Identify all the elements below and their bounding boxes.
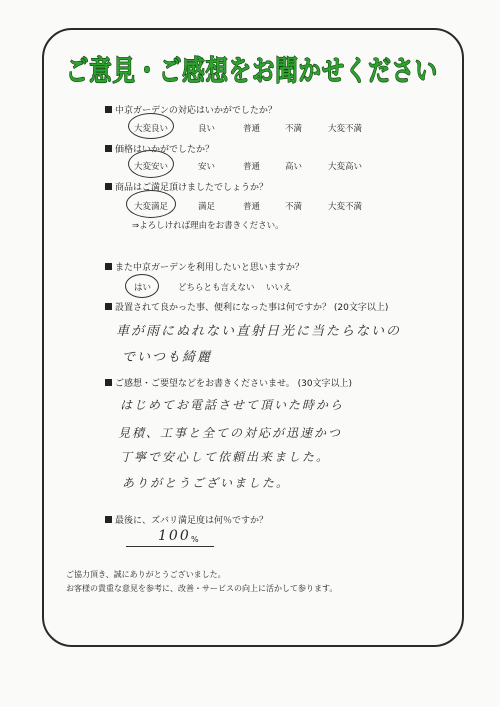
q7-answer: 100 <box>158 528 191 544</box>
q2-selection-circle <box>128 150 174 178</box>
q7-answer-underline <box>126 546 214 547</box>
title-art <box>62 48 442 90</box>
q2-opt-1[interactable]: 大変安い <box>134 162 169 172</box>
q7-unit: % <box>191 535 199 544</box>
q1-opt-5[interactable]: 大変不満 <box>328 124 363 134</box>
q1-opt-3[interactable]: 普通 <box>243 124 261 134</box>
q3-note: ⇒よろしければ理由をお書きください。 <box>132 221 284 231</box>
q3-opt-5[interactable]: 大変不満 <box>328 202 363 212</box>
footer-message: お客様の貴重な意見を参考に、改善・サービスの向上に活かして参ります。 <box>66 584 338 593</box>
page-title <box>62 48 442 90</box>
q5-label: 設置されて良かった事、便利になった事は何ですか？ (20文字以上) <box>105 300 388 313</box>
q5-answer-line-1: 車が雨にぬれない直射日光に当たらないの <box>116 324 402 339</box>
q4-label: また中京ガーデンを利用したいと思いますか？ <box>105 260 304 273</box>
q4-opt-2[interactable]: どちらとも言えない <box>178 283 255 293</box>
q4-selection-circle <box>125 274 159 298</box>
q1-opt-4[interactable]: 不満 <box>285 124 303 134</box>
q3-selection-circle <box>126 190 176 218</box>
q6-answer-line-4: ありがとうございました。 <box>122 476 291 490</box>
q6-answer-line-3: 丁寧で安心して依頼出来ました。 <box>120 450 331 464</box>
q3-opt-4[interactable]: 不満 <box>285 202 303 212</box>
q1-selection-circle <box>128 113 174 139</box>
q4-opt-1[interactable]: はい <box>134 283 152 293</box>
q4-opt-3[interactable]: いいえ <box>266 283 292 293</box>
q1-opt-1[interactable]: 大変良い <box>134 124 169 134</box>
q7-label: 最後に、ズバリ満足度は何％ですか？ <box>105 513 268 526</box>
q6-label: ご感想・ご要望などをお書きくださいませ。 (30文字以上) <box>105 376 352 389</box>
q3-opt-3[interactable]: 普通 <box>243 202 261 212</box>
q3-label: 商品はご満足頂けましたでしょうか？ <box>105 180 268 193</box>
q6-answer-line-1: はじめてお電話させて頂いた時から <box>120 398 345 412</box>
footer-thanks: ご協力頂き、誠にありがとうございました。 <box>66 570 226 579</box>
q3-opt-2[interactable]: 満足 <box>198 202 216 212</box>
q5-answer-line-2: でいつも綺麗 <box>122 350 213 365</box>
q2-opt-2[interactable]: 安い <box>198 162 216 172</box>
q3-opt-1[interactable]: 大変満足 <box>134 202 169 212</box>
q6-answer-line-2: 見積、工事と全ての対応が迅速かつ <box>118 426 343 440</box>
q2-opt-4[interactable]: 高い <box>285 162 303 172</box>
q2-opt-3[interactable]: 普通 <box>243 162 261 172</box>
q1-label: 中京ガーデンの対応はいかがでしたか？ <box>105 103 277 116</box>
q2-label: 価格はいかがでしたか？ <box>105 142 214 155</box>
q2-opt-5[interactable]: 大変高い <box>328 162 363 172</box>
title-text: ご意見・ご感想をお聞かせください <box>66 54 438 87</box>
q1-opt-2[interactable]: 良い <box>198 124 216 134</box>
